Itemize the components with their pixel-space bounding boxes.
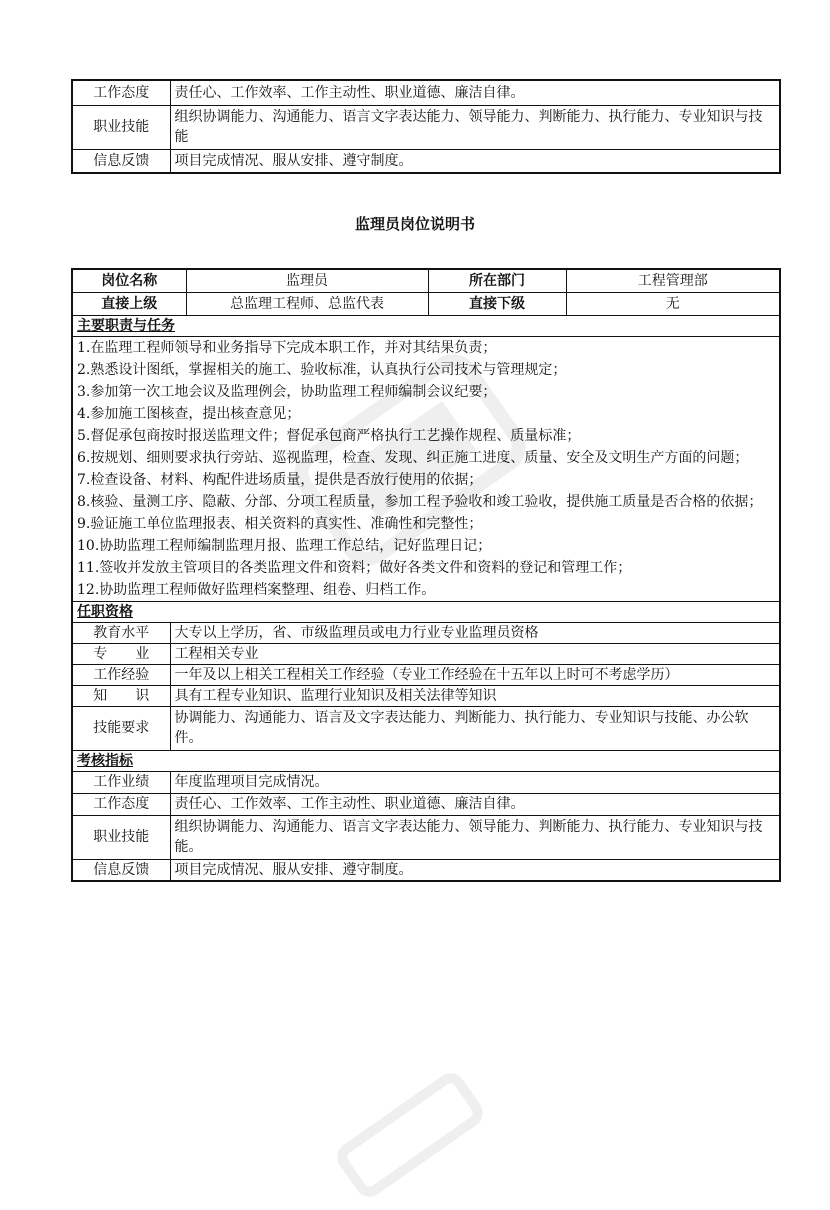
row-value: 年度监理项目完成情况。 — [170, 771, 780, 793]
row-value: 工程相关专业 — [170, 643, 780, 664]
list-item: 7.检查设备、材料、构配件进场质量，提供是否放行使用的依据； — [77, 471, 483, 488]
superior-label: 直接上级 — [72, 292, 186, 315]
row-value: 责任心、工作效率、工作主动性、职业道德、廉洁自律。 — [170, 793, 780, 815]
duties-row — [72, 336, 780, 601]
row-value: 协调能力、沟通能力、语言及文字表达能力、判断能力、执行能力、专业知识与技能、办公软件。 — [170, 706, 780, 750]
list-item: 11.签收并发放主管项目的各类监理文件和资料；做好各类文件和资料的登记和管理工作； — [77, 559, 632, 576]
position-value: 监理员 — [186, 269, 428, 292]
table-row — [72, 793, 780, 815]
row-label: 工作经验 — [72, 664, 170, 685]
duties-heading: 主要职责与任务 — [72, 315, 780, 336]
table-row — [72, 706, 780, 750]
row-value: 项目完成情况、服从安排、遵守制度。 — [170, 859, 780, 881]
job-description-table — [71, 268, 781, 882]
row-label: 工作业绩 — [72, 771, 170, 793]
table-row — [72, 80, 780, 105]
subordinate-value: 无 — [566, 292, 780, 315]
list-item: 1.在监理工程师领导和业务指导下完成本职工作，并对其结果负责； — [77, 339, 497, 356]
row-value: 责任心、工作效率、工作主动性、职业道德、廉洁自律。 — [170, 80, 780, 105]
department-value: 工程管理部 — [566, 269, 780, 292]
row-value: 一年及以上相关工程相关工作经验（专业工作经验在十五年以上时可不考虑学历） — [170, 664, 780, 685]
row-label: 职业技能 — [72, 815, 170, 859]
qualifications-heading: 任职资格 — [72, 601, 780, 622]
row-label: 信息反馈 — [72, 859, 170, 881]
row-label: 知 识 — [72, 685, 170, 706]
subordinate-label: 直接下级 — [428, 292, 566, 315]
row-label: 专 业 — [72, 643, 170, 664]
table-row — [72, 105, 780, 149]
row-label: 工作态度 — [72, 793, 170, 815]
list-item: 9.验证施工单位监理报表、相关资料的真实性、准确性和完整性； — [77, 515, 483, 532]
superior-value: 总监理工程师、总监代表 — [186, 292, 428, 315]
table-row — [72, 149, 780, 173]
top-assessment-table — [71, 79, 781, 174]
list-item: 6.按规划、细则要求执行旁站、巡视监理，检查、发现、纠正施工进度、质量、安全及文明生产方面的问题； — [77, 449, 749, 466]
department-label: 所在部门 — [428, 269, 566, 292]
row-label: 技能要求 — [72, 706, 170, 750]
row-value: 组织协调能力、沟通能力、语言文字表达能力、领导能力、判断能力、执行能力、专业知识与技能。 — [170, 815, 780, 859]
list-item: 12.协助监理工程师做好监理档案整理、组卷、归档工作。 — [77, 581, 436, 598]
row-label: 信息反馈 — [72, 149, 170, 173]
list-item: 2.熟悉设计图纸，掌握相关的施工、验收标准，认真执行公司技术与管理规定； — [77, 361, 567, 378]
watermark-graphic-bottom — [324, 1060, 495, 1209]
assessment-heading: 考核指标 — [72, 750, 780, 771]
table-row — [72, 622, 780, 643]
table-row — [72, 664, 780, 685]
table-row — [72, 685, 780, 706]
row-value: 组织协调能力、沟通能力、语言文字表达能力、领导能力、判断能力、执行能力、专业知识与技能 — [170, 105, 780, 149]
position-label: 岗位名称 — [72, 269, 186, 292]
table-row — [72, 771, 780, 793]
section-heading-row — [72, 601, 780, 622]
table-row — [72, 859, 780, 881]
list-item: 3.参加第一次工地会议及监理例会，协助监理工程师编制会议纪要； — [77, 383, 497, 400]
list-item: 8.核验、量测工序、隐蔽、分部、分项工程质量，参加工程予验收和竣工验收，提供施工质量是否合格的依据； — [77, 493, 763, 510]
row-label: 职业技能 — [72, 105, 170, 149]
header-row-position — [72, 269, 780, 292]
row-value: 具有工程专业知识、监理行业知识及相关法律等知识 — [170, 685, 780, 706]
table-row — [72, 815, 780, 859]
row-label: 工作态度 — [72, 80, 170, 105]
row-value: 大专以上学历，省、市级监理员或电力行业专业监理员资格 — [170, 622, 780, 643]
list-item: 4.参加施工图核查，提出核查意见； — [77, 405, 301, 422]
header-row-reporting — [72, 292, 780, 315]
list-item: 10.协助监理工程师编制监理月报、监理工作总结，记好监理日记； — [77, 537, 492, 554]
list-item: 5.督促承包商按时报送监理文件；督促承包商严格执行工艺操作规程、质量标准； — [77, 427, 581, 444]
document-title: 监理员岗位说明书 — [354, 215, 475, 233]
table-row — [72, 643, 780, 664]
row-label: 教育水平 — [72, 622, 170, 643]
section-heading-row — [72, 750, 780, 771]
row-value: 项目完成情况、服从安排、遵守制度。 — [170, 149, 780, 173]
duties-list — [72, 336, 780, 601]
section-heading-row — [72, 315, 780, 336]
